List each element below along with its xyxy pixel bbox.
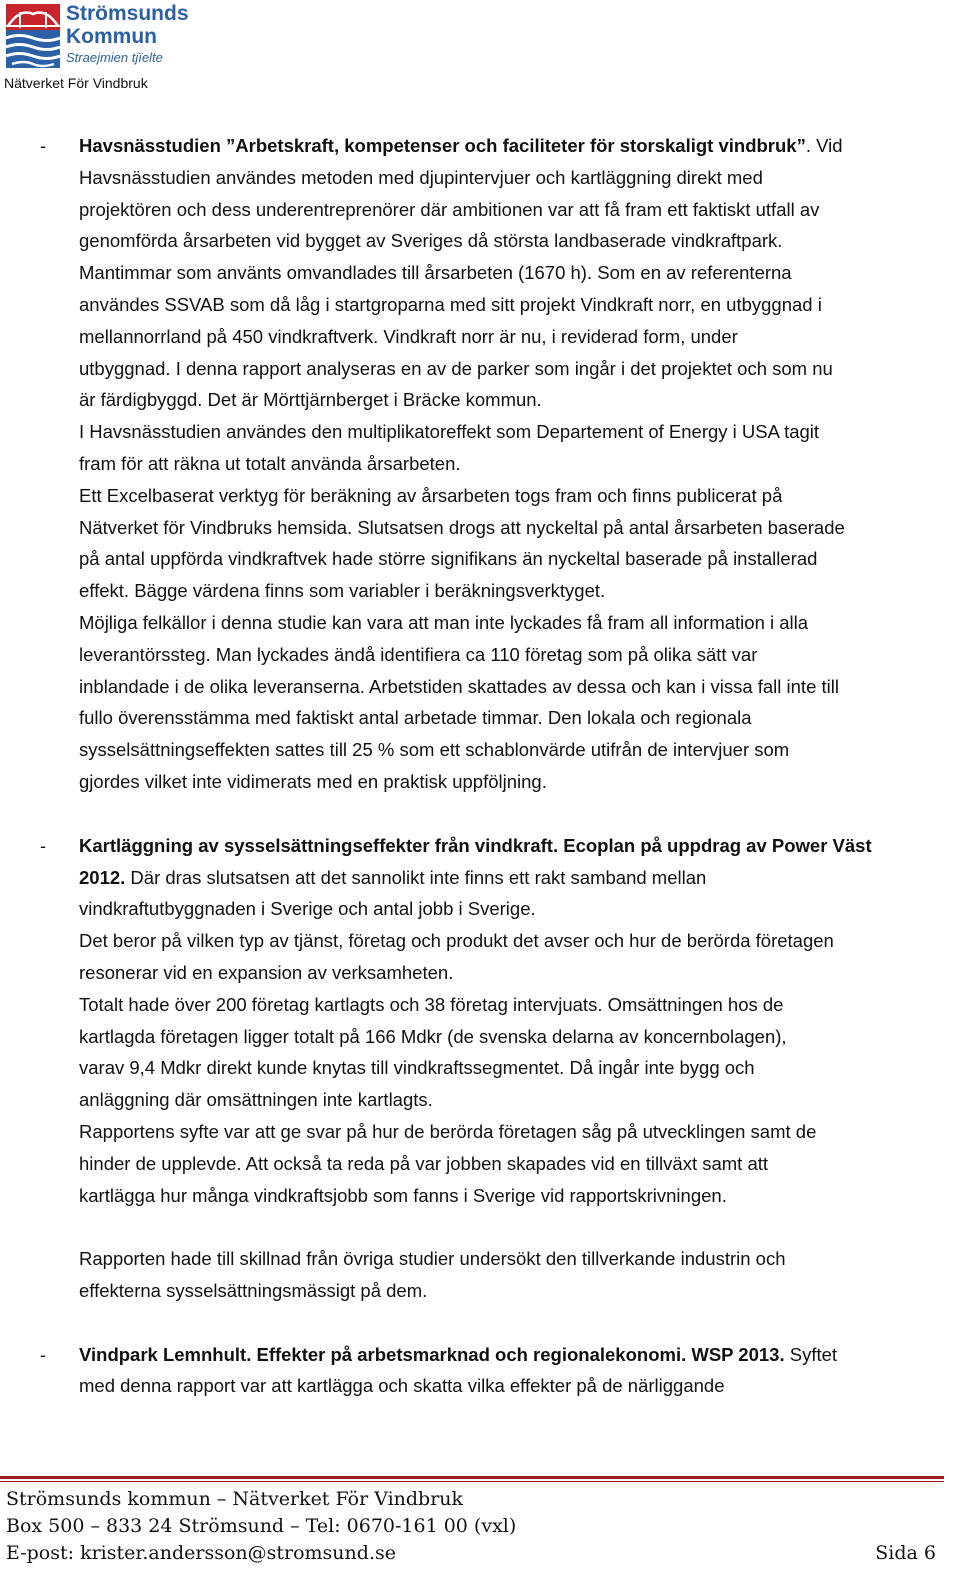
text-line: på antal uppförda vindkraftvek hade större signifikans än nyckeltal baserade på installerad bbox=[79, 548, 818, 570]
text-line: Nätverket för Vindbruks hemsida. Slutsatsen drogs att nyckeltal på antal årsarbeten baserade bbox=[79, 516, 845, 538]
text-line: är färdigbyggd. Det är Mörttjärnberget i Bräcke kommun. bbox=[79, 389, 542, 411]
network-name: Nätverket För Vindbruk bbox=[4, 75, 148, 91]
text-line: I Havsnässtudien användes den multiplikatoreffekt som Departement of Energy i USA tagit bbox=[79, 421, 820, 443]
text-line: med denna rapport var att kartlägga och skatta vilka effekter på de närliggande bbox=[79, 1375, 725, 1397]
bullet-dash: - bbox=[40, 136, 46, 156]
text-line: användes SSVAB som då låg i startgroparna med sitt projekt Vindkraft norr, en utbyggnad i bbox=[79, 293, 822, 315]
text-line: Det beror på vilken typ av tjänst, företag och produkt det avser och hur de berörda företagen bbox=[79, 930, 834, 952]
footer-address: Box 500 – 833 24 Strömsund – Tel: 0670-161 00 (vxl) bbox=[6, 1515, 517, 1537]
header bbox=[0, 0, 220, 100]
spacer bbox=[0, 1307, 960, 1339]
document-body bbox=[0, 130, 960, 1402]
text-line: Totalt hade över 200 företag kartlagts och 38 företag intervjuats. Omsättningen hos de bbox=[79, 993, 784, 1015]
footer-org: Strömsunds kommun – Nätverket För Vindbruk bbox=[6, 1488, 464, 1510]
footer-contact-row bbox=[6, 1540, 946, 1567]
text-line: Rapportens syfte var att ge svar på hur de berörda företagen såg på utvecklingen samt de bbox=[79, 1120, 817, 1142]
text-line: gjordes vilket inte vidimerats med en praktisk uppföljning. bbox=[79, 770, 547, 792]
text-line: mellannorrland på 450 vindkraftverk. Vindkraft norr är nu, i reviderad form, under bbox=[79, 325, 738, 347]
text-line: kartlagda företagen ligger totalt på 166 Mdkr (de svenska delarna av koncernbolagen), bbox=[79, 1025, 787, 1047]
text-line: sysselsättningseffekten sattes till 25 % som ett schablonvärde utifrån de intervjuer som bbox=[79, 739, 790, 761]
text-line: Möjliga felkällor i denna studie kan vara att man inte lyckades få fram all information i alla bbox=[79, 611, 809, 633]
text-line: kartlägga hur många vindkraftsjobb som fanns i Sverige vid rapportskrivningen. bbox=[79, 1184, 727, 1206]
spacer bbox=[0, 798, 960, 830]
text-line: Havsnässtudien ”Arbetskraft, kompetenser och faciliteter för storskaligt vindbruk”. Vid bbox=[79, 135, 843, 156]
logo-subtitle: Straejmien tjïelte bbox=[66, 50, 163, 65]
text-line: Havsnässtudien användes metoden med djupintervjuer och kartläggning direkt med bbox=[79, 166, 763, 188]
bullet-dash: - bbox=[40, 835, 46, 856]
text-line: vindkraftutbyggnaden i Sverige och antal jobb i Sverige. bbox=[79, 898, 536, 920]
footer bbox=[6, 1486, 946, 1567]
text-line: inblandade i de olika leveranserna. Arbetstiden skattades av dessa och kan i vissa fall inte till bbox=[79, 675, 839, 697]
text-line: Rapporten hade till skillnad från övriga studier undersökt den tillverkande industrin och bbox=[79, 1248, 786, 1270]
text-line: Kartläggning av sysselsättningseffekter från vindkraft. Ecoplan på uppdrag av Power Väst bbox=[79, 834, 872, 856]
bullet-item-kartlaggning bbox=[0, 830, 960, 1307]
text-line: fram för att räkna ut totalt använda årsarbeten. bbox=[79, 452, 461, 474]
footer-divider bbox=[0, 1476, 944, 1479]
footer-email[interactable]: E-post: krister.andersson@stromsund.se bbox=[6, 1542, 396, 1564]
text-line: leverantörssteg. Man lyckades ändå identifiera ca 110 företag som på olika sätt var bbox=[79, 643, 758, 665]
text-line: anläggning där omsättningen inte kartlagts. bbox=[79, 1089, 433, 1111]
text-line: effekterna sysselsättningsmässigt på dem. bbox=[79, 1279, 428, 1301]
blank-line bbox=[79, 1211, 942, 1243]
text-line: Ett Excelbaserat verktyg för beräkning av årsarbeten togs fram och finns publicerat på bbox=[79, 484, 783, 506]
bullet-item-lemnhult bbox=[0, 1339, 960, 1403]
text-line: fullo överensstämma med faktiskt antal arbetade timmar. Den lokala och regionala bbox=[79, 707, 752, 729]
logo-title-line2: Kommun bbox=[66, 25, 157, 48]
text-line: hinder de upplevde. Att också ta reda på var jobben skapades vid en tillväxt samt att bbox=[79, 1152, 769, 1174]
text-line: Mantimmar som använts omvandlades till årsarbeten (1670 h). Som en av referenterna bbox=[79, 262, 792, 284]
text-line: effekt. Bägge värdena finns som variabler i beräkningsverktyget. bbox=[79, 580, 606, 602]
text-line: 2012. Där dras slutsatsen att det sannolikt inte finns ett rakt samband mellan bbox=[79, 866, 707, 888]
text-line: genomförda årsarbeten vid bygget av Sveriges då största landbaserade vindkraftpark. bbox=[79, 230, 783, 252]
strömsund-logo-icon bbox=[6, 4, 60, 68]
page-number: Sida 6 bbox=[875, 1542, 936, 1564]
text-line: projektören och dess underentreprenörer där ambitionen var att få fram ett faktiskt utfall av bbox=[79, 198, 820, 220]
bullet-dash: - bbox=[40, 1344, 46, 1365]
text-line: resonerar vid en expansion av verksamheten. bbox=[79, 961, 454, 983]
footer-divider-thin bbox=[0, 1481, 944, 1482]
text-line: varav 9,4 Mdkr direkt kunde knytas till vindkraftssegmentet. Då ingår inte bygg och bbox=[79, 1057, 755, 1079]
bullet-item-havsnas bbox=[0, 130, 960, 798]
text-line: utbyggnad. I denna rapport analyseras en av de parker som ingår i det projektet och som nu bbox=[79, 357, 833, 379]
text-line: Vindpark Lemnhult. Effekter på arbetsmarknad och regionalekonomi. WSP 2013. Syftet bbox=[79, 1343, 838, 1365]
logo-title-line1: Strömsunds bbox=[66, 2, 189, 25]
